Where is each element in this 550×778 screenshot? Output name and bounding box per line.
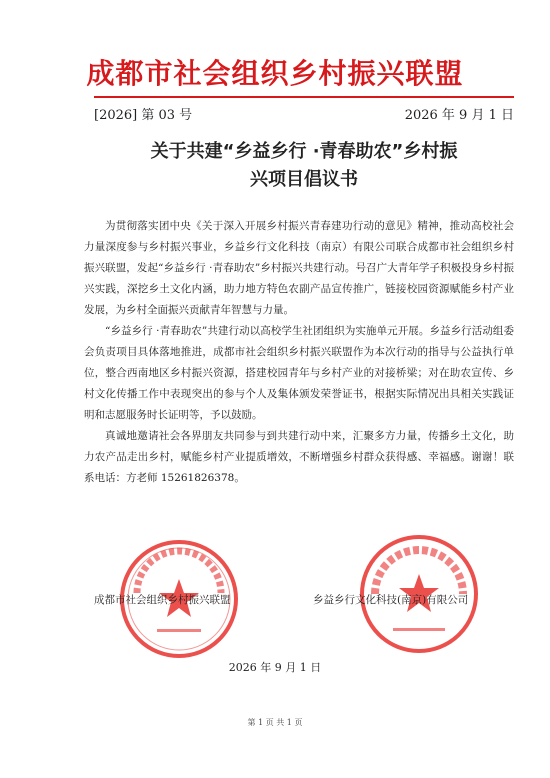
signature-date: 2026 年 9 月 1 日 [228,661,322,674]
signature-right-org: 乡益乡行文化科技(南京)有限公司 [313,594,469,606]
org-header-title: 成都市社会组织乡村振兴联盟 [86,57,464,90]
document-body [84,216,514,489]
document-title-line1: 关于共建“乡益乡行 ·青春助农”乡村振 [150,141,458,162]
document-number: [2026] 第 03 号 [94,108,193,123]
document-title-line2: 兴项目倡议书 [250,169,358,190]
body-paragraph: “乡益乡行 ·青春助农”共建行动以高校学生社团组织为实施单元开展。乡益乡行活动组委会负责项目具体落地推进，成都市社会组织乡村振兴联盟作为本次行动的指导与公益执行单位，整合西南地区乡村振兴资源，搭建校园青年与乡村产业的对接桥梁；对在助农宣传、乡村文化传播工作中表现突出的参与个人及集体颁发荣誉证书，根据实际情况出具相关实践证明和志愿服务时长证明等，予以鼓励。 [84,325,514,421]
document-title [94,138,514,194]
body-paragraph: 真诚地邀请社会各界朋友共同参与到共建行动中来，汇聚多方力量，传播乡土文化，助力农产品走出乡村，赋能乡村产业提质增效，不断增强乡村群众获得感、幸福感。谢谢！联系电话：方老师 15261826378。 [84,430,514,484]
page-footer: 第 1 页 共 1 页 [247,718,303,727]
document-date: 2026 年 9 月 1 日 [404,108,514,123]
header-divider [94,96,514,98]
body-paragraph: 为贯彻落实团中央《关于深入开展乡村振兴青春建功行动的意见》精神，推动高校社会力量深度参与乡村振兴事业，乡益乡行文化科技（南京）有限公司联合成都市社会组织乡村振兴联盟，发起“乡益乡行 ·青春助农”乡村振兴共建行动。号召广大青年学子积极投身乡村振兴实践，深挖乡土文化内涵，助力地方特色农副产品宣传推广，链接校园资源赋能乡村产业发展，为乡村全面振兴贡献青年智慧与力量。 [84,220,514,316]
signature-left-org: 成都市社会组织乡村振兴联盟 [94,594,231,606]
